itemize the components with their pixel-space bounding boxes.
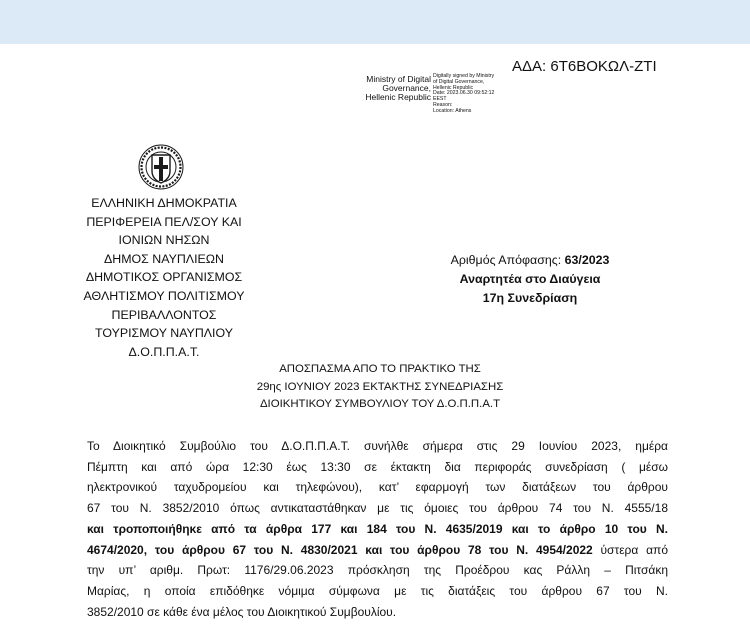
organization-line: ΙΟΝΙΩΝ ΝΗΣΩΝ [118,233,210,248]
organization-line: Δ.Ο.Π.Π.Α.Τ. [128,344,200,359]
organization-line: ΔΗΜΟΣ ΝΑΥΠΛΙΕΩΝ [104,251,224,266]
signer-line: Governance, [382,83,431,93]
decision-number [405,251,655,270]
top-banner [0,0,750,44]
organization-line: ΑΘΛΗΤΙΣΜΟΥ ΠΟΛΙΤΙΣΜΟΥ [83,288,245,303]
decision-info [405,251,655,307]
excerpt-heading [205,361,555,414]
body-bold-segment: 4674/2020, του άρθρου 67 του Ν. 4830/2021 και του άρθρου 78 του Ν. 4954/2022 [87,542,593,557]
organization-line: ΔΗΜΟΤΙΚΟΣ ΟΡΓΑΝΙΣΜΟΣ [85,270,243,285]
body-line: 3852/2010 σε κάθε ένα μέλος του Διοικητικού Συμβουλίου. [87,604,397,619]
organization-line: ΠΕΡΙΦΕΡΕΙΑ ΠΕΛ/ΣΟΥ ΚΑΙ [86,214,242,229]
decision-number-label: Αριθμός Απόφασης: [450,253,565,267]
digital-signature-details [433,74,543,115]
signature-detail-line: Location: Athens [433,107,472,114]
body-line: 67 του Ν. 3852/2010 όπως αντικαταστάθηκαν με τις όμοιες του άρθρου 74 του Ν. 4555/18 [87,501,668,516]
body-line: ηλεκτρονικού ταχυδρομείου και τηλεφώνου), κατ’ εφαρμογή των διατάξεων του άρθρου [87,480,668,495]
heading-line: 29ης ΙΟΥΝΙΟΥ 2023 ΕΚΤΑΚΤΗΣ ΣΥΝΕΔΡΙΑΣΗΣ [256,380,504,393]
signer-name [351,75,431,102]
hellenic-republic-coat-of-arms-icon [138,144,184,190]
signer-line: Hellenic Republic [365,92,431,102]
body-segment: ύστερα από [592,542,668,557]
signature-detail-line: of Digital Governance, [433,78,485,85]
decision-number-value: 63/2023 [564,253,610,267]
heading-line: ΑΠΟΣΠΑΣΜΑ ΑΠΟ ΤΟ ΠΡΑΚΤΙΚΟ ΤΗΣ [279,363,481,375]
signature-detail-line: EEST [433,96,447,103]
body-line: Μαρίας, η οποία επιδόθηκε νόμιμα σύμφωνα με τις διατάξεις του άρθρου 67 του Ν. [87,583,668,598]
body-line [87,540,668,561]
body-line: Πέμπτη και από ώρα 12:30 έως 13:30 σε έκτακτη δια περιφοράς συνεδρίαση ( μέσω [87,459,668,474]
issuing-organization [40,194,288,361]
organization-line: ΕΛΛΗΝΙΚΗ ΔΗΜΟΚΡΑΤΙΑ [91,196,237,210]
publish-note: Αναρτητέα στο Διαύγεια [459,271,601,286]
body-line-bold: και τροποποιήθηκε από τα άρθρα 177 και 184 του Ν. 4635/2019 και το άρθρο 10 του Ν. [87,521,668,536]
signature-detail-line: Hellenic Republic [433,84,474,91]
ada-code: ΑΔΑ: 6Τ6ΒΟΚΩΛ-ΖΤΙ [512,58,657,75]
body-line: την υπ’ αριθμ. Πρωτ: 1176/29.06.2023 πρόσκληση της Προέδρου κας Ράλλη – Πιτσάκη [87,563,668,578]
organization-line: ΠΕΡΙΒΑΛΛΟΝΤΟΣ [111,307,217,322]
body-paragraph [87,436,668,622]
signature-detail-line: Date: 2023.06.30 09:52:12 [433,90,495,97]
session-number: 17η Συνεδρίαση [482,290,578,305]
organization-line: ΤΟΥΡΙΣΜΟΥ ΝΑΥΠΛΙΟΥ [95,326,233,341]
body-line: Το Διοικητικό Συμβούλιο του Δ.Ο.Π.Π.Α.Τ. συνήλθε σήμερα στις 29 Ιουνίου 2023, ημέρα [87,439,668,453]
signer-line: Ministry of Digital [366,74,431,84]
heading-line: ΔΙΟΙΚΗΤΙΚΟΥ ΣΥΜΒΟΥΛΙΟΥ ΤΟΥ Δ.Ο.Π.Π.Α.Τ [259,398,501,410]
signature-detail-line: Digitally signed by Ministry [433,73,495,79]
signature-detail-line: Reason: [433,101,453,108]
